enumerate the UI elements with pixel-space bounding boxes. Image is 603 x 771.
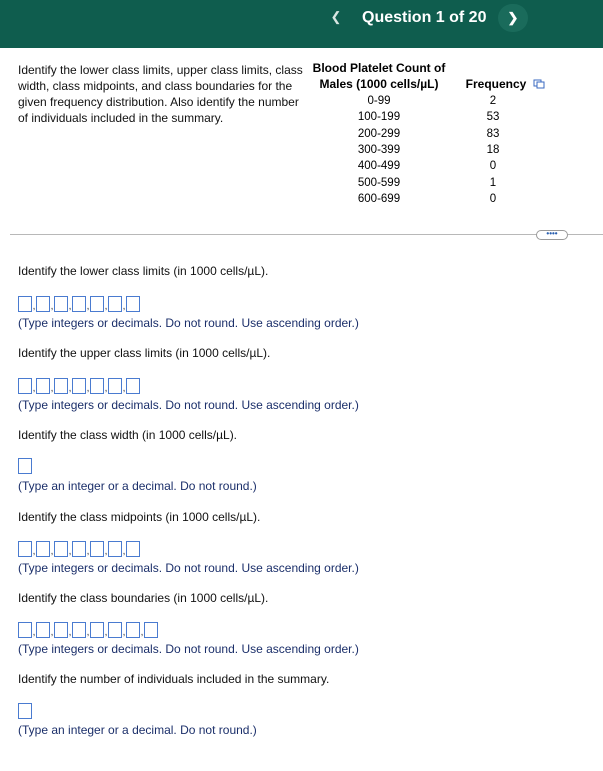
answer-input-box[interactable] [126,541,140,557]
frequency-cell: 1 [489,176,497,189]
section-divider [10,234,603,235]
class-column-header [300,60,458,92]
comma-separator: , [122,546,126,557]
frequency-column-header: Frequency [465,77,527,91]
comma-separator: , [122,301,126,312]
answer-input-box[interactable] [108,296,122,312]
comma-separator: , [50,546,54,557]
answer-input-box[interactable] [54,541,68,557]
question-intro: Identify the lower class limits, upper class limits, class width, class midpoints, and class boundaries for the given frequency distribution. Also identify the number of individuals included in the summary. [18,63,303,125]
answer-group [18,622,158,638]
comma-separator: , [122,627,126,638]
class-header-line2: Males (1000 cells/µL) [319,77,439,91]
answer-input-box[interactable] [90,296,104,312]
comma-separator: , [68,627,72,638]
comma-separator: , [104,383,108,394]
frequency-cell: 2 [489,95,497,107]
frequency-cell: 0 [489,160,497,173]
question-prompt: Identify the upper class limits (in 1000 cells/µL). [18,346,271,360]
answer-input-box[interactable] [108,378,122,394]
class-header-line1: Blood Platelet Count of [312,61,446,75]
answer-input-box[interactable] [18,703,32,719]
comma-separator: , [86,627,90,638]
answer-hint: (Type integers or decimals. Do not round. Use ascending order.) [18,316,359,330]
comma-separator: , [32,627,36,638]
copy-icon[interactable] [533,79,545,89]
answer-input-box[interactable] [54,378,68,394]
class-cell: 600-699 [357,192,401,205]
class-cell: 100-199 [357,111,401,124]
answer-input-box[interactable] [72,622,86,638]
answer-hint: (Type integers or decimals. Do not round. Use ascending order.) [18,561,359,575]
answer-input-box[interactable] [126,296,140,312]
frequency-cell: 18 [486,143,500,156]
comma-separator: , [104,627,108,638]
answer-input-box[interactable] [54,622,68,638]
answer-group [18,541,140,557]
comma-separator: , [104,546,108,557]
answer-input-box[interactable] [72,541,86,557]
comma-separator: , [50,383,54,394]
comma-separator: , [32,301,36,312]
answer-input-box[interactable] [108,541,122,557]
comma-separator: , [68,301,72,312]
answer-hint: (Type integers or decimals. Do not round. Use ascending order.) [18,642,359,656]
question-prompt: Identify the number of individuals included in the summary. [18,672,330,686]
answer-input-box[interactable] [36,622,50,638]
answer-input-box[interactable] [108,622,122,638]
answer-input-box[interactable] [144,622,158,638]
answer-input-box[interactable] [18,378,32,394]
frequency-cell: 53 [486,111,500,124]
answer-input-box[interactable] [36,378,50,394]
answer-input-box[interactable] [36,541,50,557]
answer-input-box[interactable] [18,541,32,557]
answer-group [18,378,140,394]
answer-input-box[interactable] [18,458,32,474]
answer-input-box[interactable] [36,296,50,312]
answer-input-box[interactable] [18,622,32,638]
more-options-button[interactable]: •••• [536,230,568,240]
comma-separator: , [32,546,36,557]
comma-separator: , [104,301,108,312]
comma-separator: , [86,301,90,312]
comma-separator: , [86,383,90,394]
class-cell: 0-99 [367,95,391,107]
comma-separator: , [32,383,36,394]
answer-group [18,458,32,474]
answer-group [18,296,140,312]
answer-input-box[interactable] [54,296,68,312]
question-prompt: Identify the class boundaries (in 1000 cells/µL). [18,591,269,605]
question-counter: Question 1 of 20 [362,9,487,26]
chevron-right-icon[interactable]: ❯ [498,4,528,32]
class-cell: 500-599 [357,176,401,189]
answer-group [18,703,32,719]
answer-hint: (Type integers or decimals. Do not round. Use ascending order.) [18,398,359,412]
chevron-left-icon[interactable]: ❮ [330,9,342,24]
answer-input-box[interactable] [126,378,140,394]
frequency-cell: 83 [486,127,500,140]
comma-separator: , [68,546,72,557]
question-header [0,0,603,48]
answer-input-box[interactable] [90,541,104,557]
class-cell: 400-499 [357,160,401,173]
answer-hint: (Type an integer or a decimal. Do not round.) [18,723,257,737]
class-cell: 300-399 [357,143,401,156]
comma-separator: , [50,301,54,312]
comma-separator: , [68,383,72,394]
answer-input-box[interactable] [90,622,104,638]
answer-input-box[interactable] [126,622,140,638]
class-cell: 200-299 [357,127,401,140]
question-prompt: Identify the class width (in 1000 cells/µL). [18,428,238,442]
question-prompt: Identify the lower class limits (in 1000 cells/µL). [18,264,269,278]
frequency-cell: 0 [489,192,497,205]
answer-input-box[interactable] [18,296,32,312]
comma-separator: , [86,546,90,557]
answer-input-box[interactable] [90,378,104,394]
answer-hint: (Type an integer or a decimal. Do not round.) [18,479,257,493]
comma-separator: , [140,627,144,638]
question-prompt: Identify the class midpoints (in 1000 cells/µL). [18,510,261,524]
answer-input-box[interactable] [72,378,86,394]
answer-input-box[interactable] [72,296,86,312]
comma-separator: , [50,627,54,638]
comma-separator: , [122,383,126,394]
